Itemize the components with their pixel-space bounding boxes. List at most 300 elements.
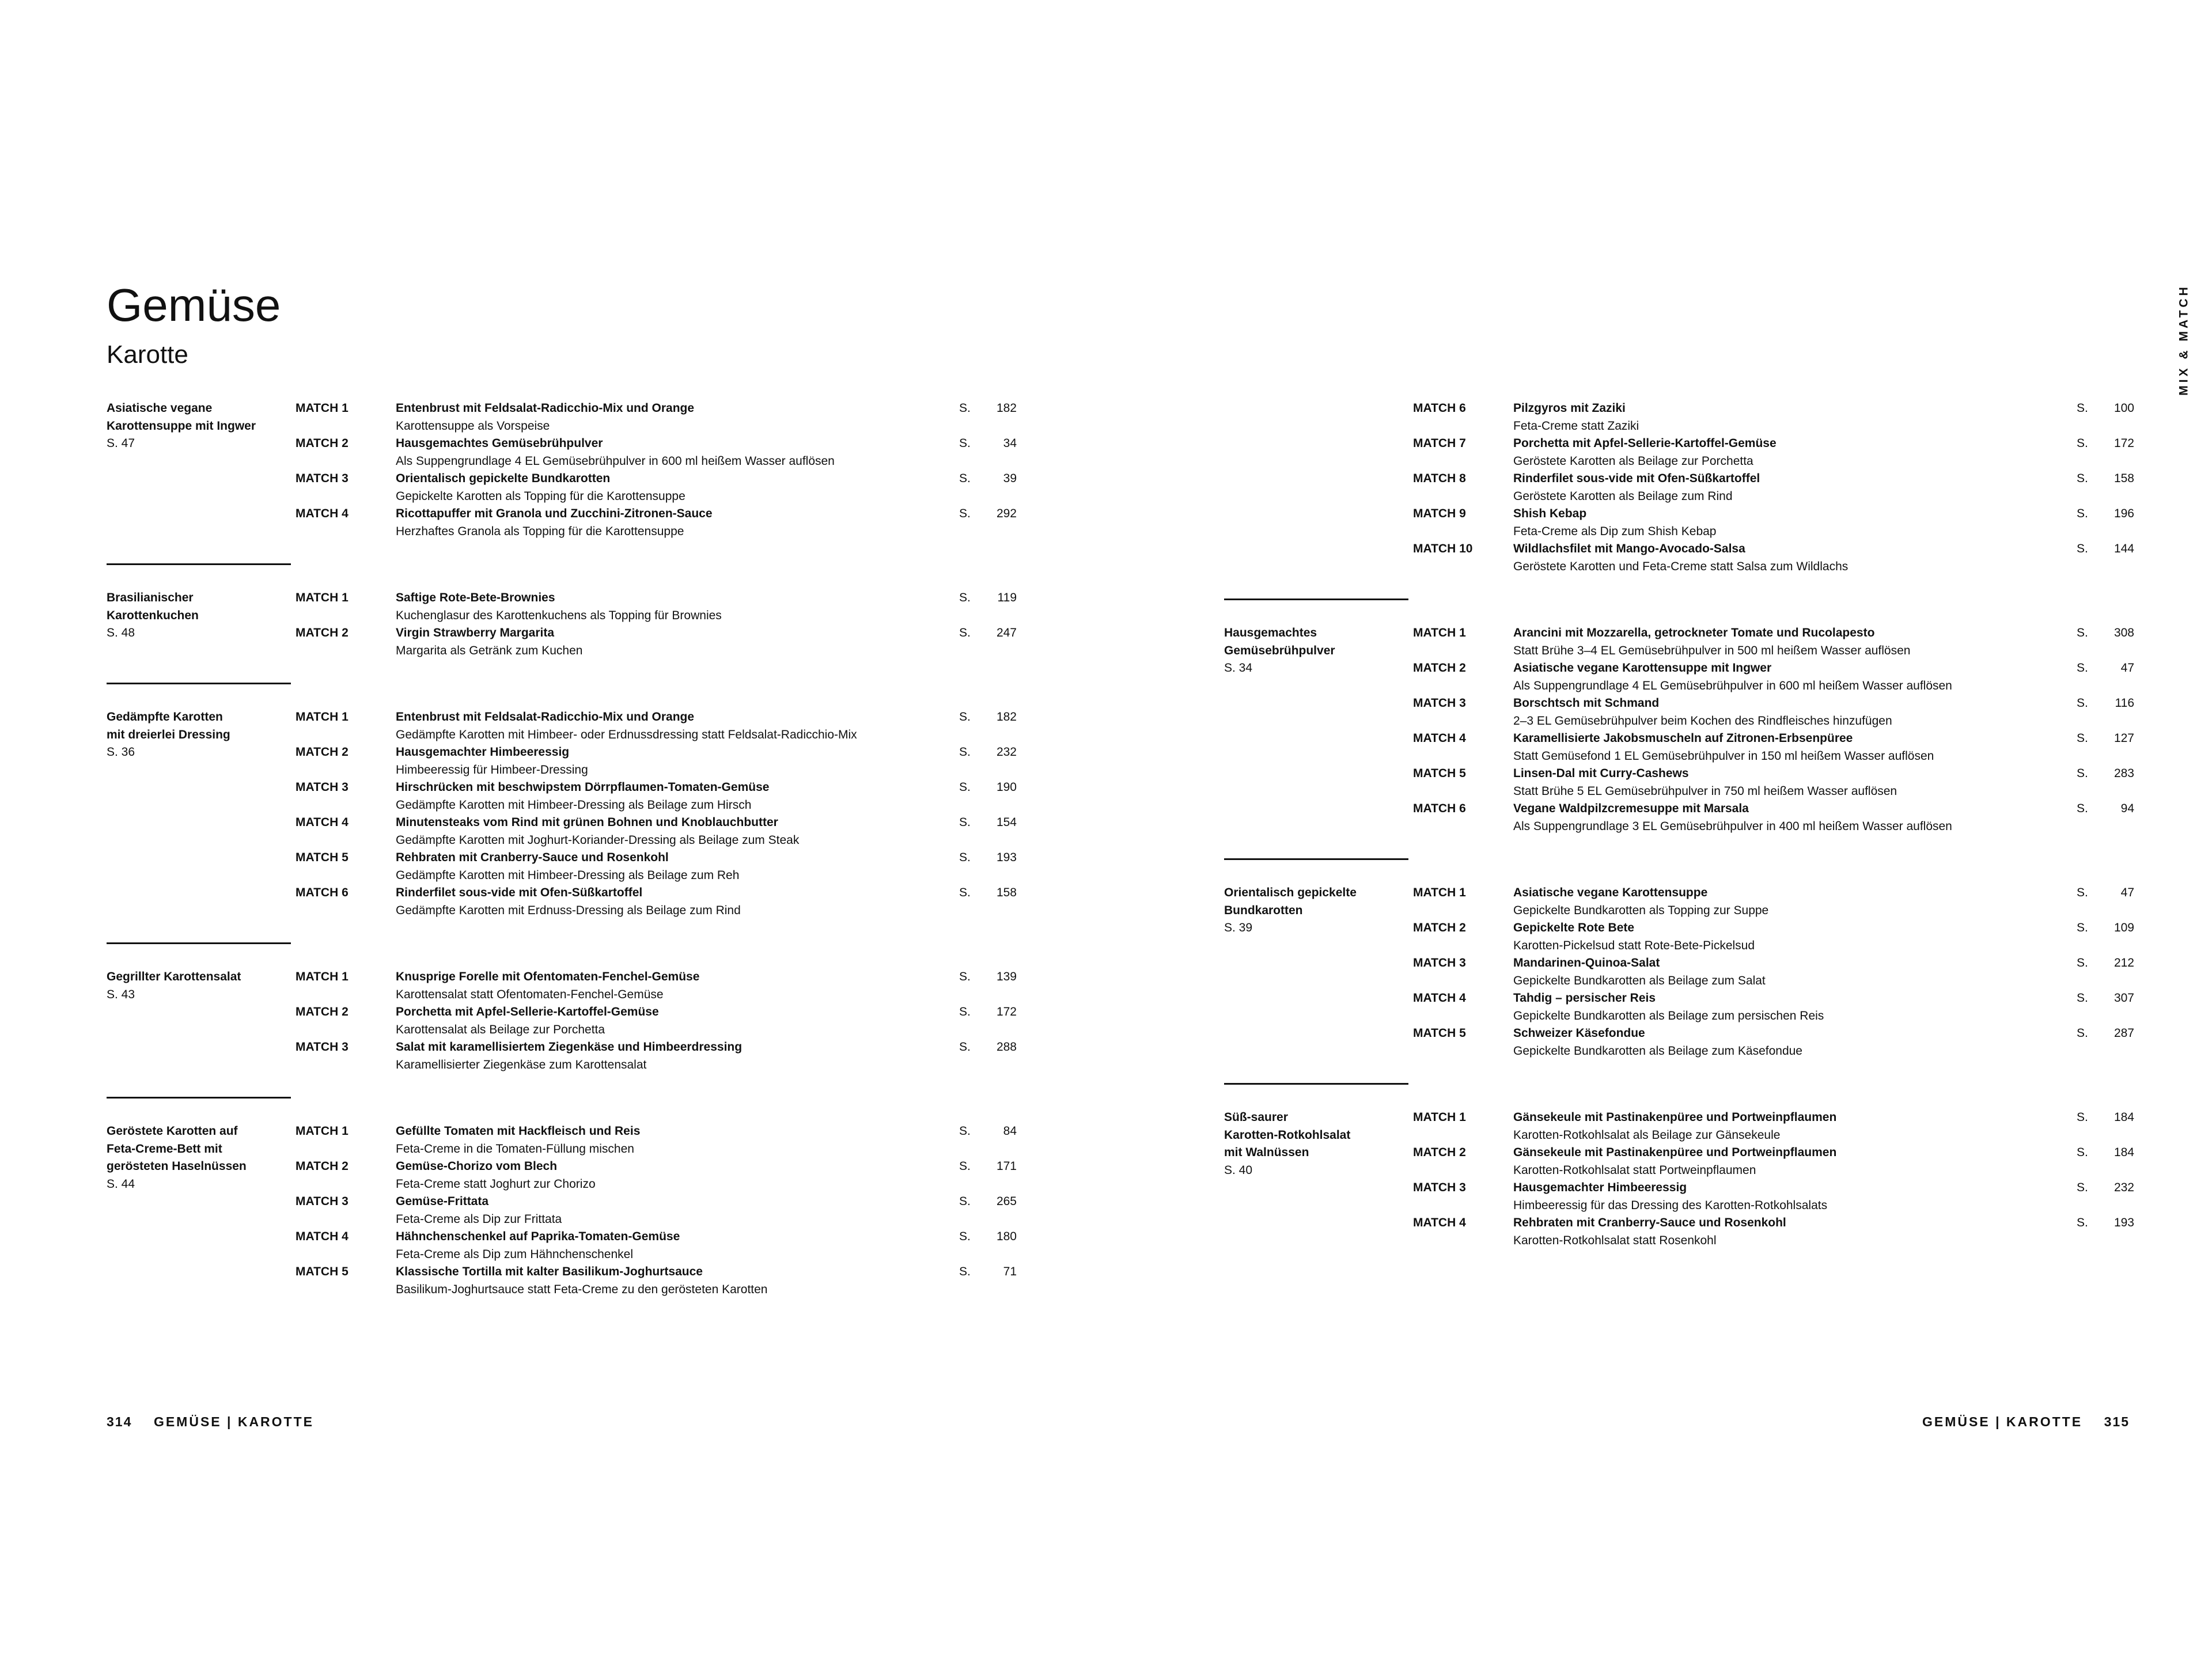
- match-note: Feta-Creme statt Joghurt zur Chorizo: [396, 1177, 596, 1191]
- match-label: MATCH 1: [296, 591, 349, 604]
- match-dish: Gänsekeule mit Pastinakenpüree und Portweinpflaumen: [1513, 1111, 1837, 1124]
- match-note: Gedämpfte Karotten mit Himbeer- oder Erdnussdressing statt Feldsalat-Radicchio-Mix: [396, 728, 857, 741]
- match-body: [396, 814, 959, 849]
- match-list: [1413, 884, 2134, 1060]
- match-row: [1413, 955, 2134, 990]
- match-row: [296, 470, 1017, 505]
- section-divider: [107, 1097, 291, 1099]
- recipe-section: [1224, 400, 2134, 575]
- side-label-text: MIX & MATCH: [2177, 284, 2191, 396]
- match-row: [1413, 1144, 2134, 1179]
- match-dish: Gefüllte Tomaten mit Hackfleisch und Reis: [396, 1124, 641, 1138]
- match-label: MATCH 8: [1413, 472, 1466, 485]
- match-page-number: 180: [996, 1230, 1017, 1243]
- match-page-number: 212: [2113, 956, 2134, 969]
- match-body: [396, 505, 959, 540]
- match-dish: Porchetta mit Apfel-Sellerie-Kartoffel-Gemüse: [1513, 437, 1777, 450]
- match-row: [1413, 1109, 2134, 1144]
- match-page-number: 232: [2113, 1181, 2134, 1194]
- match-dish: Mandarinen-Quinoa-Salat: [1513, 956, 1660, 969]
- match-note: Als Suppengrundlage 4 EL Gemüsebrühpulver in 600 ml heißem Wasser auflösen: [1513, 679, 1952, 692]
- section-divider: [1224, 599, 1408, 600]
- match-page-prefix: S.: [2077, 507, 2088, 520]
- match-label: MATCH 1: [296, 710, 349, 724]
- match-note: Statt Brühe 5 EL Gemüsebrühpulver in 750 ml heißem Wasser auflösen: [1513, 784, 1897, 798]
- match-row: [1413, 505, 2134, 540]
- match-dish: Gepickelte Rote Bete: [1513, 921, 1635, 934]
- match-page-number: 190: [996, 781, 1017, 794]
- match-note: Gepickelte Bundkarotten als Beilage zum Käsefondue: [1513, 1044, 1802, 1058]
- match-page-prefix: S.: [959, 402, 971, 415]
- match-page-prefix: S.: [959, 816, 971, 829]
- match-page-number: 100: [2113, 402, 2134, 415]
- match-note: Als Suppengrundlage 3 EL Gemüsebrühpulver in 400 ml heißem Wasser auflösen: [1513, 819, 1952, 833]
- match-row: [296, 1123, 1017, 1158]
- match-row: [1413, 800, 2134, 835]
- match-page-prefix: S.: [2077, 437, 2088, 450]
- match-dish: Klassische Tortilla mit kalter Basilikum-Joghurtsauce: [396, 1265, 703, 1278]
- recipe-section: [107, 400, 1017, 540]
- match-label: MATCH 5: [1413, 767, 1466, 780]
- match-page-number: 193: [2113, 1216, 2134, 1229]
- match-page-prefix: S.: [2077, 1027, 2088, 1040]
- match-page-prefix: S.: [959, 745, 971, 759]
- match-body: [396, 1263, 959, 1298]
- match-row: [1413, 540, 2134, 575]
- match-body: [396, 968, 959, 1003]
- match-label: MATCH 3: [296, 472, 349, 485]
- match-note: Gedämpfte Karotten mit Erdnuss-Dressing als Beilage zum Rind: [396, 903, 741, 917]
- match-label: MATCH 5: [296, 1265, 349, 1278]
- recipe-page-ref: S. 36: [107, 745, 135, 759]
- match-note: Karotten-Rotkohlsalat statt Portweinpflaumen: [1513, 1163, 1756, 1177]
- match-dish: Hirschrücken mit beschwipstem Dörrpflaumen-Tomaten-Gemüse: [396, 781, 770, 794]
- match-body: [1513, 1179, 2077, 1214]
- recipe-subject: [107, 1123, 296, 1298]
- match-label: MATCH 4: [296, 816, 349, 829]
- match-dish: Gemüse-Frittata: [396, 1195, 489, 1208]
- match-page-number: 182: [996, 710, 1017, 724]
- match-list: [296, 968, 1017, 1074]
- match-page-number: 158: [2113, 472, 2134, 485]
- match-label: MATCH 4: [296, 507, 349, 520]
- match-label: MATCH 3: [296, 1195, 349, 1208]
- match-body: [1513, 540, 2077, 575]
- recipe-page-ref: S. 34: [1224, 661, 1253, 675]
- match-dish: Rehbraten mit Cranberry-Sauce und Rosenkohl: [1513, 1216, 1786, 1229]
- match-page-number: 154: [996, 816, 1017, 829]
- match-list: [296, 589, 1017, 660]
- match-note: Feta-Creme als Dip zum Shish Kebap: [1513, 524, 1717, 538]
- recipe-name: Brasilianischer Karottenkuchen: [107, 591, 199, 622]
- match-row: [1413, 400, 2134, 435]
- match-body: [1513, 1144, 2077, 1179]
- match-row: [296, 589, 1017, 624]
- recipe-subject: [107, 968, 296, 1074]
- match-row: [296, 1263, 1017, 1298]
- match-body: [1513, 624, 2077, 660]
- match-page-number: 184: [2113, 1111, 2134, 1124]
- match-page-prefix: S.: [2077, 886, 2088, 899]
- match-page-number: 193: [996, 851, 1017, 864]
- footer-page-number-right: 315: [2104, 1414, 2130, 1429]
- match-body: [1513, 919, 2077, 955]
- match-dish: Schweizer Käsefondue: [1513, 1027, 1645, 1040]
- footer-right: [1922, 1414, 2130, 1430]
- page-title: Gemüse: [107, 279, 281, 331]
- match-page-prefix: S.: [2077, 661, 2088, 675]
- match-row: [1413, 1025, 2134, 1060]
- match-page-number: 71: [1003, 1265, 1017, 1278]
- recipe-name: Asiatische vegane Karottensuppe mit Ingwer: [107, 402, 256, 433]
- match-label: MATCH 1: [1413, 886, 1466, 899]
- match-row: [296, 779, 1017, 814]
- left-page-column: [107, 400, 1017, 1298]
- match-body: [1513, 800, 2077, 835]
- match-page-number: 247: [996, 626, 1017, 639]
- match-page-number: 265: [996, 1195, 1017, 1208]
- match-page-number: 171: [996, 1160, 1017, 1173]
- match-note: Karotten-Rotkohlsalat statt Rosenkohl: [1513, 1233, 1717, 1247]
- match-list: [1413, 624, 2134, 835]
- footer-section-right: GEMÜSE | KAROTTE: [1922, 1414, 2083, 1429]
- section-divider: [107, 563, 291, 565]
- match-body: [1513, 1214, 2077, 1249]
- match-list: [296, 709, 1017, 919]
- match-label: MATCH 7: [1413, 437, 1466, 450]
- recipe-section: [1224, 1109, 2134, 1249]
- match-note: Karotten-Rotkohlsalat als Beilage zur Gänsekeule: [1513, 1128, 1781, 1142]
- match-row: [1413, 765, 2134, 800]
- match-label: MATCH 3: [296, 1040, 349, 1054]
- match-row: [1413, 1214, 2134, 1249]
- match-page-prefix: S.: [959, 1265, 971, 1278]
- match-label: MATCH 9: [1413, 507, 1466, 520]
- recipe-page-ref: S. 47: [107, 437, 135, 450]
- match-body: [1513, 884, 2077, 919]
- match-note: Geröstete Karotten als Beilage zur Porchetta: [1513, 454, 1753, 468]
- match-page-prefix: S.: [2077, 732, 2088, 745]
- recipe-name: Hausgemachtes Gemüsebrühpulver: [1224, 626, 1335, 657]
- match-note: Feta-Creme als Dip zur Frittata: [396, 1212, 562, 1226]
- section-divider: [107, 683, 291, 684]
- match-page-prefix: S.: [2077, 991, 2088, 1005]
- match-page-prefix: S.: [959, 626, 971, 639]
- recipe-section: [1224, 624, 2134, 835]
- match-page-number: 184: [2113, 1146, 2134, 1159]
- match-body: [396, 400, 959, 435]
- match-label: MATCH 3: [296, 781, 349, 794]
- match-row: [1413, 730, 2134, 765]
- recipe-name: Süß-saurer Karotten-Rotkohlsalat mit Walnüssen: [1224, 1111, 1351, 1159]
- match-dish: Porchetta mit Apfel-Sellerie-Kartoffel-Gemüse: [396, 1005, 659, 1018]
- section-divider: [1224, 858, 1408, 860]
- recipe-page-ref: S. 40: [1224, 1163, 1253, 1177]
- match-body: [1513, 435, 2077, 470]
- match-body: [1513, 955, 2077, 990]
- match-note: Himbeeressig für das Dressing des Karotten-Rotkohlsalats: [1513, 1198, 1828, 1212]
- match-row: [1413, 990, 2134, 1025]
- match-note: Als Suppengrundlage 4 EL Gemüsebrühpulver in 600 ml heißem Wasser auflösen: [396, 454, 835, 468]
- match-label: MATCH 2: [1413, 1146, 1466, 1159]
- match-dish: Orientalisch gepickelte Bundkarotten: [396, 472, 611, 485]
- match-body: [396, 779, 959, 814]
- match-dish: Knusprige Forelle mit Ofentomaten-Fenchel-Gemüse: [396, 970, 700, 983]
- recipe-section: [107, 968, 1017, 1074]
- recipe-section: [107, 709, 1017, 919]
- match-page-prefix: S.: [2077, 542, 2088, 555]
- match-row: [296, 624, 1017, 660]
- match-dish: Shish Kebap: [1513, 507, 1587, 520]
- match-page-number: 109: [2113, 921, 2134, 934]
- match-body: [396, 744, 959, 779]
- match-dish: Tahdig – persischer Reis: [1513, 991, 1656, 1005]
- match-note: Karottensalat statt Ofentomaten-Fenchel-Gemüse: [396, 987, 664, 1001]
- match-note: Karotten-Pickelsud statt Rote-Bete-Pickelsud: [1513, 938, 1755, 952]
- recipe-name: Gedämpfte Karotten mit dreierlei Dressing: [107, 710, 230, 741]
- match-body: [396, 709, 959, 744]
- match-dish: Hausgemachter Himbeeressig: [396, 745, 570, 759]
- match-body: [396, 470, 959, 505]
- match-dish: Hähnchenschenkel auf Paprika-Tomaten-Gemüse: [396, 1230, 680, 1243]
- page-subtitle: Karotte: [107, 340, 188, 369]
- match-dish: Arancini mit Mozzarella, getrockneter Tomate und Rucolapesto: [1513, 626, 1875, 639]
- match-note: Margarita als Getränk zum Kuchen: [396, 643, 583, 657]
- match-body: [1513, 990, 2077, 1025]
- match-label: MATCH 4: [1413, 1216, 1466, 1229]
- match-dish: Rehbraten mit Cranberry-Sauce und Rosenkohl: [396, 851, 669, 864]
- match-page-prefix: S.: [959, 851, 971, 864]
- side-section-label: [2172, 282, 2197, 397]
- match-page-number: 307: [2113, 991, 2134, 1005]
- match-label: MATCH 5: [296, 851, 349, 864]
- match-page-prefix: S.: [2077, 626, 2088, 639]
- match-body: [396, 1039, 959, 1074]
- match-page-prefix: S.: [959, 1160, 971, 1173]
- match-body: [1513, 1109, 2077, 1144]
- match-label: MATCH 1: [296, 402, 349, 415]
- match-page-prefix: S.: [2077, 921, 2088, 934]
- match-row: [296, 400, 1017, 435]
- section-divider: [1224, 1083, 1408, 1085]
- match-row: [296, 814, 1017, 849]
- match-label: MATCH 1: [296, 1124, 349, 1138]
- match-note: Karottensuppe als Vorspeise: [396, 419, 550, 433]
- match-page-number: 292: [996, 507, 1017, 520]
- match-page-number: 116: [2115, 696, 2134, 710]
- match-label: MATCH 2: [296, 745, 349, 759]
- match-dish: Salat mit karamellisiertem Ziegenkäse und Himbeerdressing: [396, 1040, 743, 1054]
- match-page-prefix: S.: [2077, 402, 2088, 415]
- match-row: [296, 744, 1017, 779]
- match-row: [1413, 435, 2134, 470]
- match-dish: Saftige Rote-Bete-Brownies: [396, 591, 555, 604]
- match-page-number: 288: [996, 1040, 1017, 1054]
- match-page-number: 39: [1003, 472, 1017, 485]
- match-row: [296, 1228, 1017, 1263]
- match-note: Feta-Creme statt Zaziki: [1513, 419, 1639, 433]
- match-body: [396, 884, 959, 919]
- match-label: MATCH 5: [1413, 1027, 1466, 1040]
- match-row: [1413, 1179, 2134, 1214]
- match-note: Feta-Creme als Dip zum Hähnchenschenkel: [396, 1247, 634, 1261]
- match-dish: Gänsekeule mit Pastinakenpüree und Portweinpflaumen: [1513, 1146, 1837, 1159]
- match-dish: Hausgemachtes Gemüsebrühpulver: [396, 437, 603, 450]
- match-page-number: 172: [2113, 437, 2134, 450]
- match-note: Gepickelte Bundkarotten als Beilage zum Salat: [1513, 974, 1766, 987]
- match-page-prefix: S.: [959, 437, 971, 450]
- match-page-prefix: S.: [2077, 1181, 2088, 1194]
- match-row: [296, 505, 1017, 540]
- match-note: Geröstete Karotten und Feta-Creme statt Salsa zum Wildlachs: [1513, 559, 1849, 573]
- match-page-prefix: S.: [2077, 767, 2088, 780]
- match-label: MATCH 1: [1413, 626, 1466, 639]
- match-page-number: 119: [997, 591, 1017, 604]
- match-page-prefix: S.: [959, 1230, 971, 1243]
- recipe-name: Geröstete Karotten auf Feta-Creme-Bett mit gerösteten Haselnüssen: [107, 1124, 247, 1173]
- match-label: MATCH 4: [1413, 732, 1466, 745]
- match-body: [396, 1123, 959, 1158]
- match-body: [396, 435, 959, 470]
- match-row: [296, 1193, 1017, 1228]
- match-dish: Minutensteaks vom Rind mit grünen Bohnen und Knoblauchbutter: [396, 816, 778, 829]
- match-row: [296, 968, 1017, 1003]
- match-body: [1513, 730, 2077, 765]
- match-row: [1413, 919, 2134, 955]
- match-note: Kuchenglasur des Karottenkuchens als Topping für Brownies: [396, 608, 722, 622]
- match-dish: Asiatische vegane Karottensuppe: [1513, 886, 1708, 899]
- match-body: [1513, 1025, 2077, 1060]
- footer-left: [107, 1414, 314, 1430]
- match-label: MATCH 4: [296, 1230, 349, 1243]
- match-body: [396, 1158, 959, 1193]
- match-note: Gedämpfte Karotten mit Himbeer-Dressing als Beilage zum Reh: [396, 868, 740, 882]
- match-body: [1513, 505, 2077, 540]
- match-note: Statt Brühe 3–4 EL Gemüsebrühpulver in 500 ml heißem Wasser auflösen: [1513, 643, 1911, 657]
- match-page-number: 158: [996, 886, 1017, 899]
- match-row: [296, 435, 1017, 470]
- match-dish: Linsen-Dal mit Curry-Cashews: [1513, 767, 1689, 780]
- match-note: Gepickelte Bundkarotten als Topping zur Suppe: [1513, 903, 1769, 917]
- match-row: [296, 709, 1017, 744]
- match-page-prefix: S.: [959, 507, 971, 520]
- match-row: [1413, 884, 2134, 919]
- match-page-prefix: S.: [2077, 1216, 2088, 1229]
- match-body: [396, 624, 959, 660]
- match-label: MATCH 10: [1413, 542, 1473, 555]
- match-note: Himbeeressig für Himbeer-Dressing: [396, 763, 588, 777]
- match-row: [1413, 660, 2134, 695]
- match-row: [296, 849, 1017, 884]
- match-dish: Ricottapuffer mit Granola und Zucchini-Zitronen-Sauce: [396, 507, 713, 520]
- match-page-number: 94: [2120, 802, 2134, 815]
- match-note: Gedämpfte Karotten mit Joghurt-Koriander-Dressing als Beilage zum Steak: [396, 833, 800, 847]
- match-page-number: 139: [996, 970, 1017, 983]
- recipe-page-ref: S. 48: [107, 626, 135, 639]
- match-page-prefix: S.: [959, 970, 971, 983]
- recipe-page-ref: S. 39: [1224, 921, 1253, 934]
- match-note: Gepickelte Karotten als Topping für die Karottensuppe: [396, 489, 685, 503]
- match-label: MATCH 3: [1413, 956, 1466, 969]
- footer-section-left: GEMÜSE | KAROTTE: [153, 1414, 314, 1429]
- match-body: [396, 589, 959, 624]
- recipe-subject: [107, 589, 296, 660]
- match-body: [1513, 400, 2077, 435]
- recipe-subject: [107, 400, 296, 540]
- match-page-prefix: S.: [2077, 472, 2088, 485]
- match-page-number: 127: [2113, 732, 2134, 745]
- match-list: [296, 1123, 1017, 1298]
- match-page-prefix: S.: [2077, 1111, 2088, 1124]
- match-note: Geröstete Karotten als Beilage zum Rind: [1513, 489, 1733, 503]
- match-dish: Wildlachsfilet mit Mango-Avocado-Salsa: [1513, 542, 1745, 555]
- match-row: [1413, 624, 2134, 660]
- match-dish: Hausgemachter Himbeeressig: [1513, 1181, 1687, 1194]
- match-page-number: 144: [2113, 542, 2134, 555]
- match-label: MATCH 1: [1413, 1111, 1466, 1124]
- match-page-prefix: S.: [959, 591, 971, 604]
- match-body: [396, 849, 959, 884]
- match-page-number: 196: [2113, 507, 2134, 520]
- recipe-section: [107, 1123, 1017, 1298]
- recipe-subject: [1224, 624, 1413, 835]
- recipe-name: Orientalisch gepickelte Bundkarotten: [1224, 886, 1357, 917]
- match-label: MATCH 6: [1413, 402, 1466, 415]
- match-page-prefix: S.: [959, 472, 971, 485]
- match-note: Herzhaftes Granola als Topping für die Karottensuppe: [396, 524, 684, 538]
- match-dish: Entenbrust mit Feldsalat-Radicchio-Mix und Orange: [396, 402, 695, 415]
- match-note: Gepickelte Bundkarotten als Beilage zum persischen Reis: [1513, 1009, 1824, 1022]
- match-label: MATCH 3: [1413, 1181, 1466, 1194]
- recipe-subject: [107, 709, 296, 919]
- match-note: Feta-Creme in die Tomaten-Füllung mischen: [396, 1142, 634, 1156]
- match-page-prefix: S.: [2077, 956, 2088, 969]
- recipe-page-ref: S. 44: [107, 1177, 135, 1191]
- recipe-section: [1224, 884, 2134, 1060]
- match-row: [296, 1003, 1017, 1039]
- match-page-prefix: S.: [959, 886, 971, 899]
- recipe-name: Gegrillter Karottensalat: [107, 970, 241, 983]
- match-page-prefix: S.: [2077, 802, 2088, 815]
- match-note: Gedämpfte Karotten mit Himbeer-Dressing als Beilage zum Hirsch: [396, 798, 752, 812]
- match-list: [296, 400, 1017, 540]
- match-page-prefix: S.: [959, 710, 971, 724]
- match-page-number: 182: [996, 402, 1017, 415]
- match-row: [296, 1039, 1017, 1074]
- match-note: Statt Gemüsefond 1 EL Gemüsebrühpulver in 150 ml heißem Wasser auflösen: [1513, 749, 1934, 763]
- match-page-number: 287: [2113, 1027, 2134, 1040]
- match-label: MATCH 2: [296, 626, 349, 639]
- match-label: MATCH 2: [296, 437, 349, 450]
- match-page-number: 47: [2120, 886, 2134, 899]
- match-note: Karamellisierter Ziegenkäse zum Karottensalat: [396, 1058, 647, 1071]
- match-dish: Rinderfilet sous-vide mit Ofen-Süßkartoffel: [1513, 472, 1760, 485]
- match-row: [296, 1158, 1017, 1193]
- match-page-number: 172: [996, 1005, 1017, 1018]
- match-page-prefix: S.: [959, 1124, 971, 1138]
- match-page-number: 34: [1003, 437, 1017, 450]
- right-page-column: [1224, 400, 2134, 1249]
- match-label: MATCH 1: [296, 970, 349, 983]
- match-page-number: 47: [2120, 661, 2134, 675]
- footer-page-number-left: 314: [107, 1414, 132, 1429]
- match-page-prefix: S.: [959, 1005, 971, 1018]
- match-body: [1513, 695, 2077, 730]
- section-divider: [107, 942, 291, 944]
- match-label: MATCH 4: [1413, 991, 1466, 1005]
- recipe-subject: [1224, 400, 1413, 575]
- match-body: [1513, 470, 2077, 505]
